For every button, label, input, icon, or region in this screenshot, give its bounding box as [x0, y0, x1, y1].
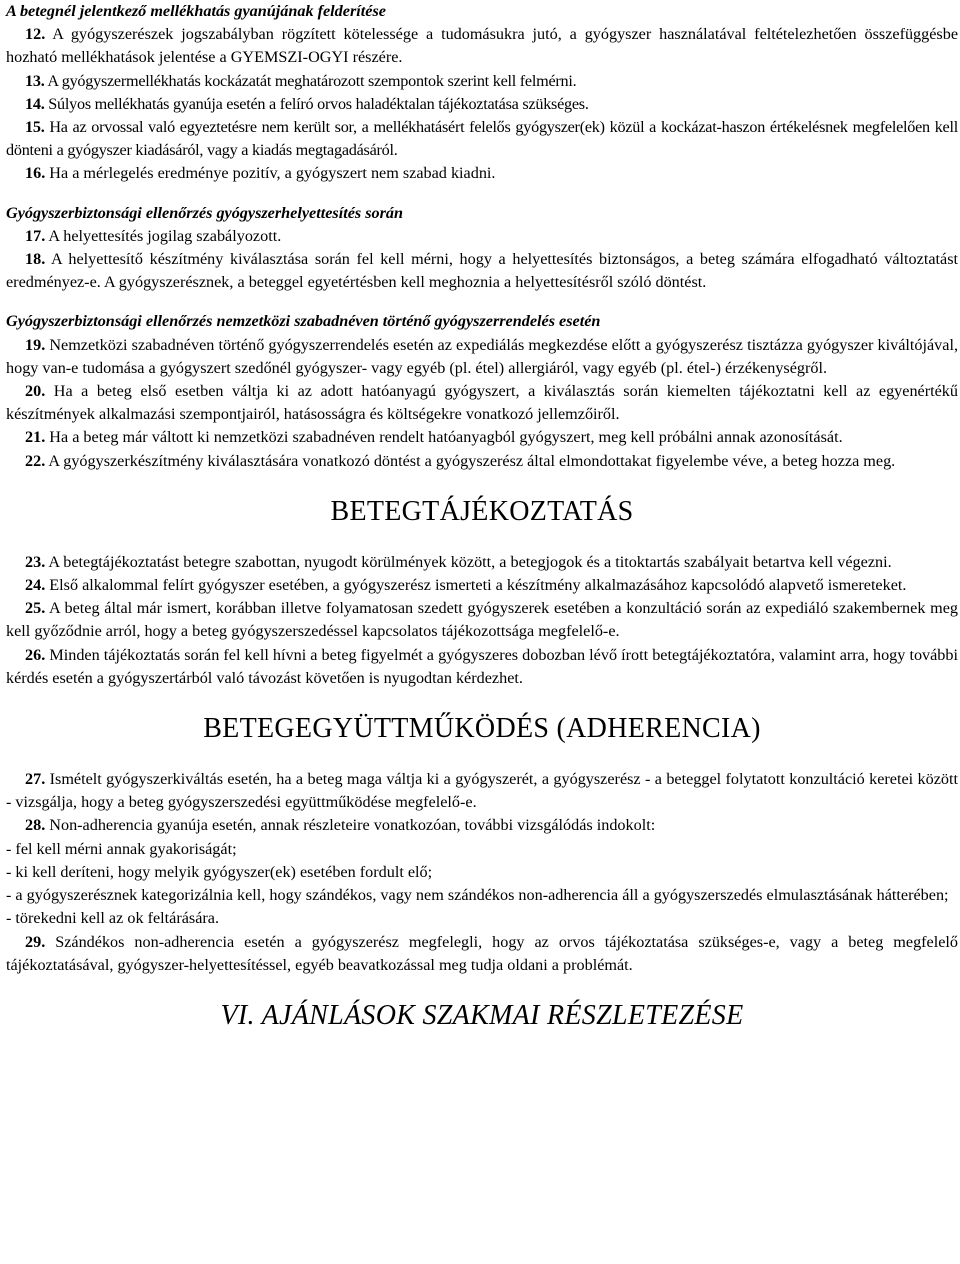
item-12	[6, 23, 958, 69]
item-28	[6, 814, 958, 837]
item-text: Ha a mérlegelés eredménye pozitív, a gyógyszert nem szabad kiadni.	[49, 164, 496, 183]
item-number: 17.	[25, 226, 46, 245]
subheading-substitution: Gyógyszerbiztonsági ellenőrzés gyógyszerhelyettesítés során	[6, 203, 404, 222]
item-23	[6, 551, 958, 574]
item-17	[6, 225, 958, 248]
item-text: A helyettesítés jogilag szabályozott.	[48, 226, 282, 245]
item-20	[6, 380, 958, 426]
item-text: Súlyos mellékhatás gyanúja esetén a felíró orvos haladéktalan tájékoztatása szükséges.	[48, 94, 589, 113]
item-16	[6, 162, 958, 185]
item-text: A gyógyszermellékhatás kockázatát meghatározott szempontok szerint kell felmérni.	[47, 71, 577, 90]
item-number: 26.	[25, 645, 46, 664]
item-24	[6, 574, 958, 597]
item-number: 27.	[25, 770, 46, 789]
item-number: 13.	[25, 71, 45, 90]
subheading-adverse-effects: A betegnél jelentkező mellékhatás gyanújának felderítése	[6, 2, 386, 20]
item-text: Minden tájékoztatás során fel kell hívni a beteg figyelmét a gyógyszeres dobozban lévő írott betegtájékoztatóra, valamint arra, hogy további kérdés esetén a gyógyszertárból való távozást követően is nyugodtan kérdezhet.	[6, 645, 958, 687]
item-number: 19.	[25, 335, 46, 354]
item-number: 16.	[25, 164, 46, 183]
item-18	[6, 248, 958, 294]
item-number: 22.	[25, 451, 46, 470]
item-text: A helyettesítő készítmény kiválasztása során fel kell mérni, hogy a helyettesítés biztonságos, a beteg számára elfogadható változtatást eredményez-e. A gyógyszerésznek, a beteggel egyetértésben kell meghoznia a helyettesítésről szóló döntést.	[6, 250, 958, 292]
bullet-item: - a gyógyszerésznek kategorizálnia kell, hogy szándékos, vagy nem szándékos non-adherencia áll a gyógyszerszedés elmulasztásának hátterében;	[6, 886, 949, 905]
item-14	[6, 93, 958, 116]
subheading-international-name: Gyógyszerbiztonsági ellenőrzés nemzetközi szabadnéven történő gyógyszerrendelés esetén	[6, 312, 601, 331]
item-text: Ha a beteg első esetben váltja ki az adott hatóanyagú gyógyszert, a kiválasztás során kiemelten tájékoztatni kell az egyenértékű készítmények alkalmazási szempontjairól, hatásosságra és költségekre vonatkozó jellemzőiről.	[6, 382, 958, 424]
item-text: A betegtájékoztatást betegre szabottan, nyugodt körülmények között, a betegjogok és a titoktartás szabályait betartva kell végezni.	[48, 552, 892, 571]
item-22	[6, 450, 958, 473]
item-text: Nemzetközi szabadnéven történő gyógyszerrendelés esetén az expediálás megkezdése előtt a gyógyszerész tisztázza gyógyszer kiváltójával, hogy van-e tudomása a gyógyszert szedőnél gyógyszer- vagy egyéb (pl. étel) allergiáról, vagy egyéb (pl. étel-) érzékenységről.	[6, 335, 958, 377]
item-29	[6, 931, 958, 977]
heading-adherence: BETEGEGYÜTTMŰKÖDÉS (ADHERENCIA)	[203, 713, 761, 745]
item-number: 14.	[25, 94, 45, 113]
item-text: Ha az orvossal való egyeztetésre nem került sor, a mellékhatásért felelős gyógyszer(ek) közül a kockázat-haszon értékelésnek megfelelően kell dönteni a gyógyszer kiadásáról, vagy a kiadás megtagadásáról.	[6, 118, 958, 160]
heading-patient-information: BETEGTÁJÉKOZTATÁS	[330, 495, 634, 527]
item-13	[6, 70, 958, 93]
item-19	[6, 334, 958, 380]
item-25	[6, 597, 958, 643]
item-text: A beteg által már ismert, korábban illetve folyamatosan szedett gyógyszerek esetében a konzultáció során az expediáló szakembernek meg kell győződnie arról, hogy a beteg gyógyszerszedéssel kapcsolatos tájékozottsága megfelelő-e.	[6, 599, 958, 641]
item-21	[6, 426, 958, 449]
item-text: A gyógyszerészek jogszabályban rögzített kötelessége a tudomásukra jutó, a gyógyszer használatával feltételezhetően összefüggésbe hozható mellékhatások jelentése a GYEMSZI-OGYI részére.	[6, 25, 958, 67]
item-text: Non-adherencia gyanúja esetén, annak részleteire vonatkozóan, további vizsgálódás indokolt:	[49, 816, 656, 835]
item-number: 21.	[25, 428, 46, 447]
bullet-item: - törekedni kell az ok feltárására.	[6, 909, 220, 928]
document-page	[6, 0, 958, 1033]
item-number: 15.	[25, 118, 45, 137]
item-15	[6, 116, 958, 162]
item-number: 18.	[25, 250, 46, 269]
item-number: 24.	[25, 576, 46, 595]
item-text: Első alkalommal felírt gyógyszer esetében, a gyógyszerész ismerteti a készítmény alkalmazásához kapcsolódó alapvető ismereteket.	[49, 576, 907, 595]
item-27	[6, 768, 958, 814]
item-number: 23.	[25, 552, 46, 571]
heading-recommendations: VI. AJÁNLÁSOK SZAKMAI RÉSZLETEZÉSE	[220, 999, 744, 1031]
item-text: A gyógyszerkészítmény kiválasztására vonatkozó döntést a gyógyszerész által elmondottakat figyelembe véve, a beteg hozza meg.	[48, 451, 896, 470]
item-number: 28.	[25, 816, 46, 835]
item-text: Ha a beteg már váltott ki nemzetközi szabadnéven rendelt hatóanyagból gyógyszert, meg kell próbálni annak azonosítását.	[49, 428, 843, 447]
item-number: 12.	[25, 25, 46, 44]
item-number: 29.	[25, 932, 46, 951]
item-26	[6, 644, 958, 690]
item-number: 25.	[25, 599, 46, 618]
item-text: Ismételt gyógyszerkiváltás esetén, ha a beteg maga váltja ki a gyógyszerét, a gyógyszerész - a beteggel folytatott konzultáció keretei között - vizsgálja, hogy a beteg gyógyszerszedési együttműködése megfelelő-e.	[6, 770, 959, 812]
item-number: 20.	[25, 382, 46, 401]
item-text: Szándékos non-adherencia esetén a gyógyszerész megfelegli, hogy az orvos tájékoztatása szükséges-e, vagy a beteg megfelelő tájékoztatásával, gyógyszer-helyettesítéssel, egyéb beavatkozással meg tudja oldani a problémát.	[6, 932, 959, 974]
bullet-item: - fel kell mérni annak gyakoriságát;	[6, 839, 237, 858]
bullet-item: - ki kell deríteni, hogy melyik gyógyszer(ek) esetében fordult elő;	[6, 862, 433, 881]
